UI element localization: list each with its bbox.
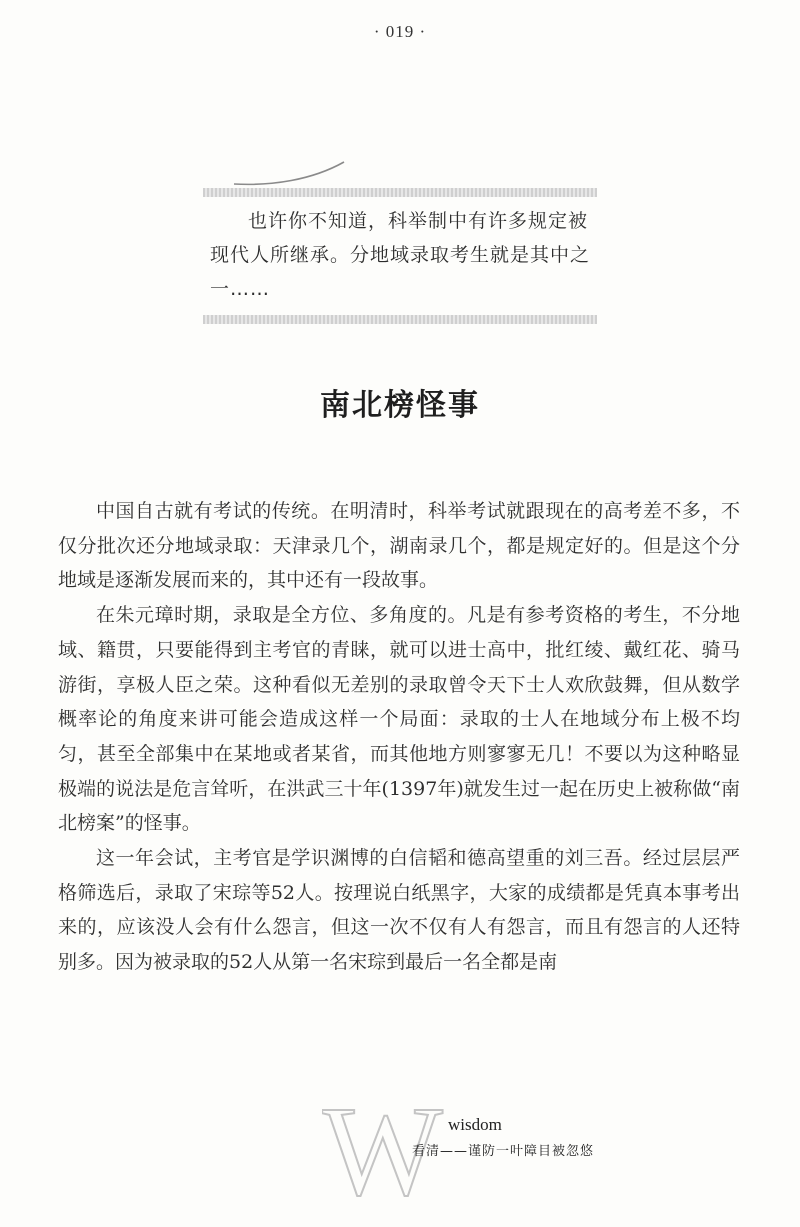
page-number: · 019 · bbox=[373, 22, 427, 41]
body-text bbox=[58, 494, 740, 980]
quote-border-bottom bbox=[203, 315, 597, 324]
decorative-swoosh bbox=[232, 158, 352, 188]
intro-quote bbox=[210, 204, 590, 306]
chapter-title: 南北榜怪事 bbox=[320, 388, 480, 423]
footer-caption: 看清——谨防一叶障目被忽悠 bbox=[412, 1144, 595, 1159]
wisdom-word: wisdom bbox=[448, 1115, 502, 1134]
quote-border-top bbox=[203, 188, 597, 197]
logo-letter: W bbox=[322, 1094, 443, 1206]
paragraph: 这一年会试，主考官是学识渊博的白信韬和德高望重的刘三吾。经过层层严格筛选后，录取了宋琮等52人。按理说白纸黑字，大家的成绩都是凭真本事考出来的，应该没人会有什么怨言，但这一次不仅有人有怨言，而且有怨言的人还特别多。因为被录取的52人从第一名宋琮到最后一名全都是南 bbox=[58, 847, 740, 974]
intro-quote-text: 也许你不知道，科举制中有许多规定被现代人所继承。分地域录取考生就是其中之一…… bbox=[210, 210, 591, 300]
paragraph: 在朱元璋时期，录取是全方位、多角度的。凡是有参考资格的考生，不分地域、籍贯，只要能得到主考官的青睐，就可以进士高中，批红绫、戴红花、骑马游街，享极人臣之荣。这种看似无差别的录取曾令天下士人欢欣鼓舞，但从数学概率论的角度来讲可能会造成这样一个局面：录取的士人在地域分布上极不均匀，甚至全部集中在某地或者某省，而其他地方则寥寥无几！不要以为这种略显极端的说法是危言耸听，在洪武三十年(1397年)就发生过一起在历史上被称做“南北榜案”的怪事。 bbox=[58, 604, 740, 835]
paragraph: 中国自古就有考试的传统。在明清时，科举考试就跟现在的高考差不多，不仅分批次还分地域录取：天津录几个，湖南录几个，都是规定好的。但是这个分地域是逐渐发展而来的，其中还有一段故事。 bbox=[58, 500, 740, 592]
